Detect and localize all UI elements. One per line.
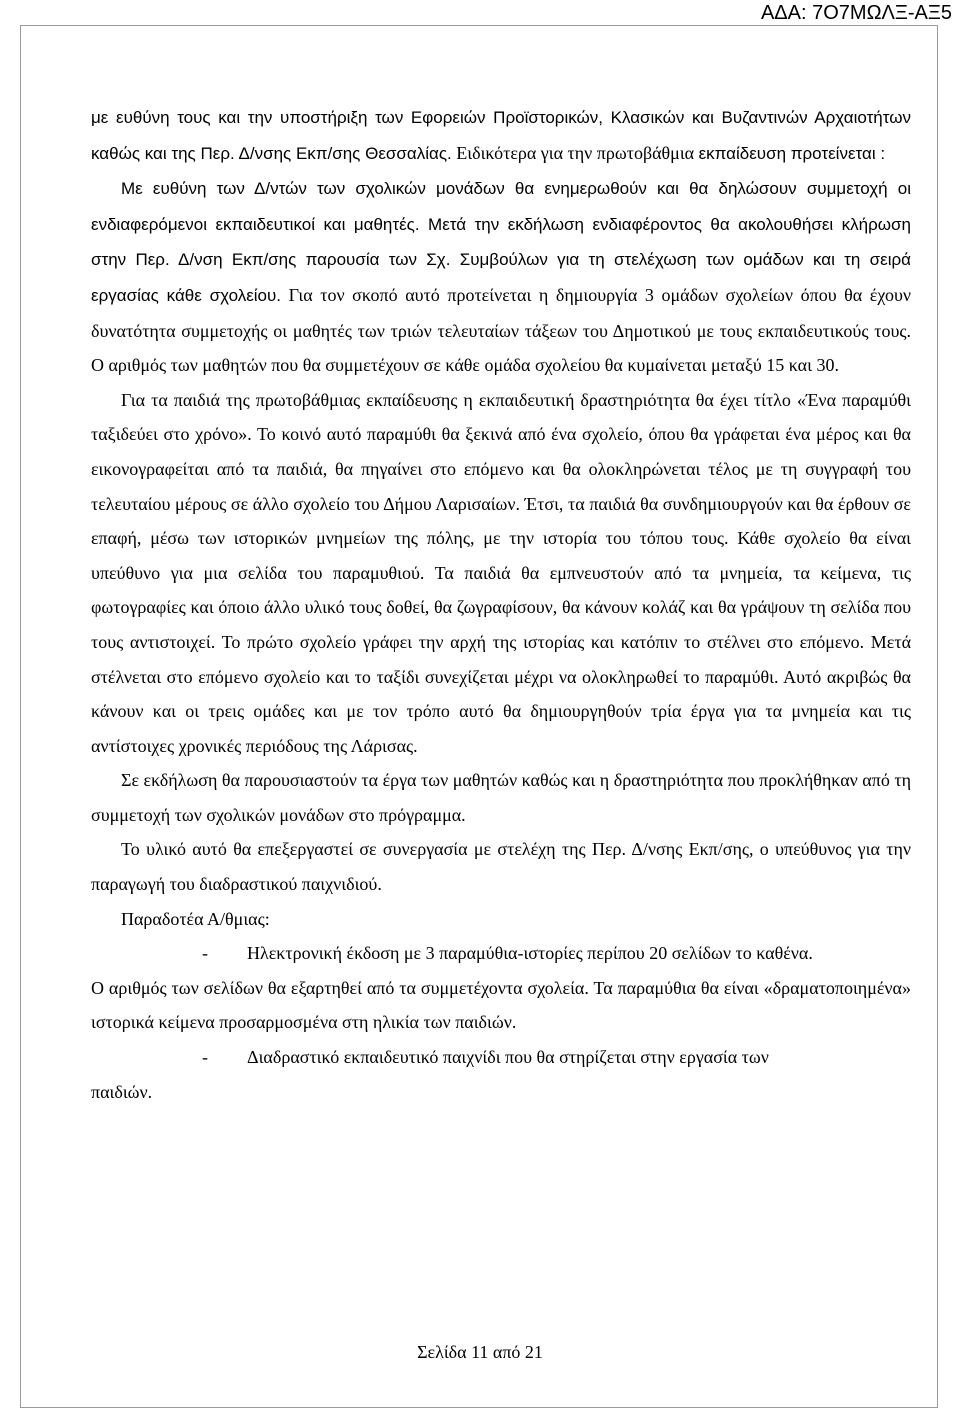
deliverable-item-2-text: Διαδραστικό εκπαιδευτικό παιχνίδι που θα στηρίζεται στην εργασία των bbox=[247, 1047, 769, 1068]
deliverable-item-1 bbox=[202, 936, 911, 971]
paragraph-1-sans-b: εκπαίδευση προτείνεται : bbox=[698, 143, 886, 163]
paragraph-5: Το υλικό αυτό θα επεξεργαστεί σε συνεργασία με στελέχη της Περ. Δ/νσης Εκπ/σης, ο υπεύθυνος για την παραγωγή του διαδραστικού παιχνιδιού. bbox=[91, 839, 911, 895]
paragraph-3: Για τα παιδιά της πρωτοβάθμιας εκπαίδευσης η εκπαιδευτική δραστηριότητα θα έχει τίτλο «Ένα παραμύθι ταξιδεύει στο χρόνο». Το κοινό αυτό παραμύθι θα ξεκινά από ένα σχολείο, όπου θα γράφεται ένα μέρος και θα εικονογραφείται από τα παιδιά, θα πηγαίνει στο επόμενο και θα ολοκληρώνεται τέλος με τη συγγραφή του τελευταίου μέρους σε άλλο σχολείο του Δήμου Λαρισαίων. Έτσι, τα παιδιά θα συνδημιουργούν και θα έρθουν σε επαφή, μέσω των ιστορικών μνημείων της πόλης, με την ιστορία του τόπου τους. Κάθε σχολείο θα είναι υπεύθυνο για μια σελίδα του παραμυθιού. Τα παιδιά θα εμπνευστούν από τα μνημεία, τα κείμενα, τις φωτογραφίες και όποιο άλλο υλικό τους δοθεί, θα ζωγραφίσουν, θα κάνουν κολάζ και θα γράψουν τη σελίδα που τους αντιστοιχεί. Το πρώτο σχολείο γράφει την αρχή της ιστορίας και κατόπιν το στέλνει στο επόμενο. Μετά στέλνεται στο επόμενο σχολείο και το ταξίδι συνεχίζεται μέχρι να ολοκληρωθεί το παραμύθι. Αυτό ακριβώς θα κάνουν και οι τρεις ομάδες και με τον τρόπο αυτό θα δημιουργηθούν τρία έργα για τα μνημεία και τις αντίστοιχες χρονικές περιόδους της Λάρισας. bbox=[91, 389, 911, 756]
deliverable-item-1-text: Ηλεκτρονική έκδοση με 3 παραμύθια-ιστορίες περίπου 20 σελίδων το καθένα. bbox=[247, 943, 813, 964]
paragraph-4: Σε εκδήλωση θα παρουσιαστούν τα έργα των μαθητών καθώς και η δραστηριότητα που προκλήθηκαν από τη συμμετοχή των σχολικών μονάδων στο πρόγραμμα. bbox=[91, 770, 911, 825]
list-dash: - bbox=[202, 943, 208, 964]
paragraph-1 bbox=[91, 100, 911, 171]
deliverable-item-2-continuation: παιδιών. bbox=[91, 1081, 153, 1102]
paragraph-2-sans: Με ευθύνη των Δ/ντών των σχολικών μονάδων θα ενημερωθούν και θα δηλώσουν συμμετοχή οι ενδιαφερόμενοι εκπαιδευτικοί και μαθητές. Μετά την εκδήλωση ενδιαφέροντος θα ακολουθήσει κλήρωση στην Περ. Δ/νση Εκπ/σης παρουσία των Σχ. Συμβούλων για τη στελέχωση των ομάδων και τη σειρά εργασίας κάθε σχολείου. bbox=[91, 179, 911, 305]
document-body bbox=[91, 100, 911, 1109]
paragraph-2-serif: Για τον σκοπό αυτό προτείνεται η δημιουργία 3 ομάδων σχολείων όπου θα έχουν δυνατότητα συμμετοχής οι μαθητές των τριών τελευταίων τάξεων του Δημοτικού με τους εκπαιδευτικούς τους. Ο αριθμός των μαθητών που θα συμμετέχουν σε κάθε ομάδα σχολείου θα κυμαίνεται μεταξύ 15 και 30. bbox=[91, 284, 912, 376]
deliverables-title: Παραδοτέα Α/θμιας: bbox=[121, 908, 270, 929]
paragraph-1-serif: Ειδικότερα για την πρωτοβάθμια bbox=[451, 142, 695, 163]
list-dash: - bbox=[202, 1047, 208, 1068]
deliverable-item-1-continuation: Ο αριθμός των σελίδων θα εξαρτηθεί από τα συμμετέχοντα σχολεία. Τα παραμύθια θα είναι «δραματοποιημένα» ιστορικά κείμενα προσαρμοσμένα στη ηλικία των παιδιών. bbox=[91, 977, 911, 1033]
ada-code: ΑΔΑ: 7Ο7ΜΩΛΞ-ΑΞ5 bbox=[760, 2, 952, 24]
paragraph-2 bbox=[91, 171, 911, 383]
paragraph-1-sans-a: με ευθύνη τους και την υποστήριξη των Εφορειών Προϊστορικών, Κλασικών και Βυζαντινών Αρχαιοτήτων καθώς και της Περ. Δ/νσης Εκπ/σης Θεσσαλίας. bbox=[91, 108, 911, 163]
deliverable-item-2 bbox=[202, 1040, 911, 1075]
page-number: Σελίδα 11 από 21 bbox=[417, 1342, 543, 1362]
